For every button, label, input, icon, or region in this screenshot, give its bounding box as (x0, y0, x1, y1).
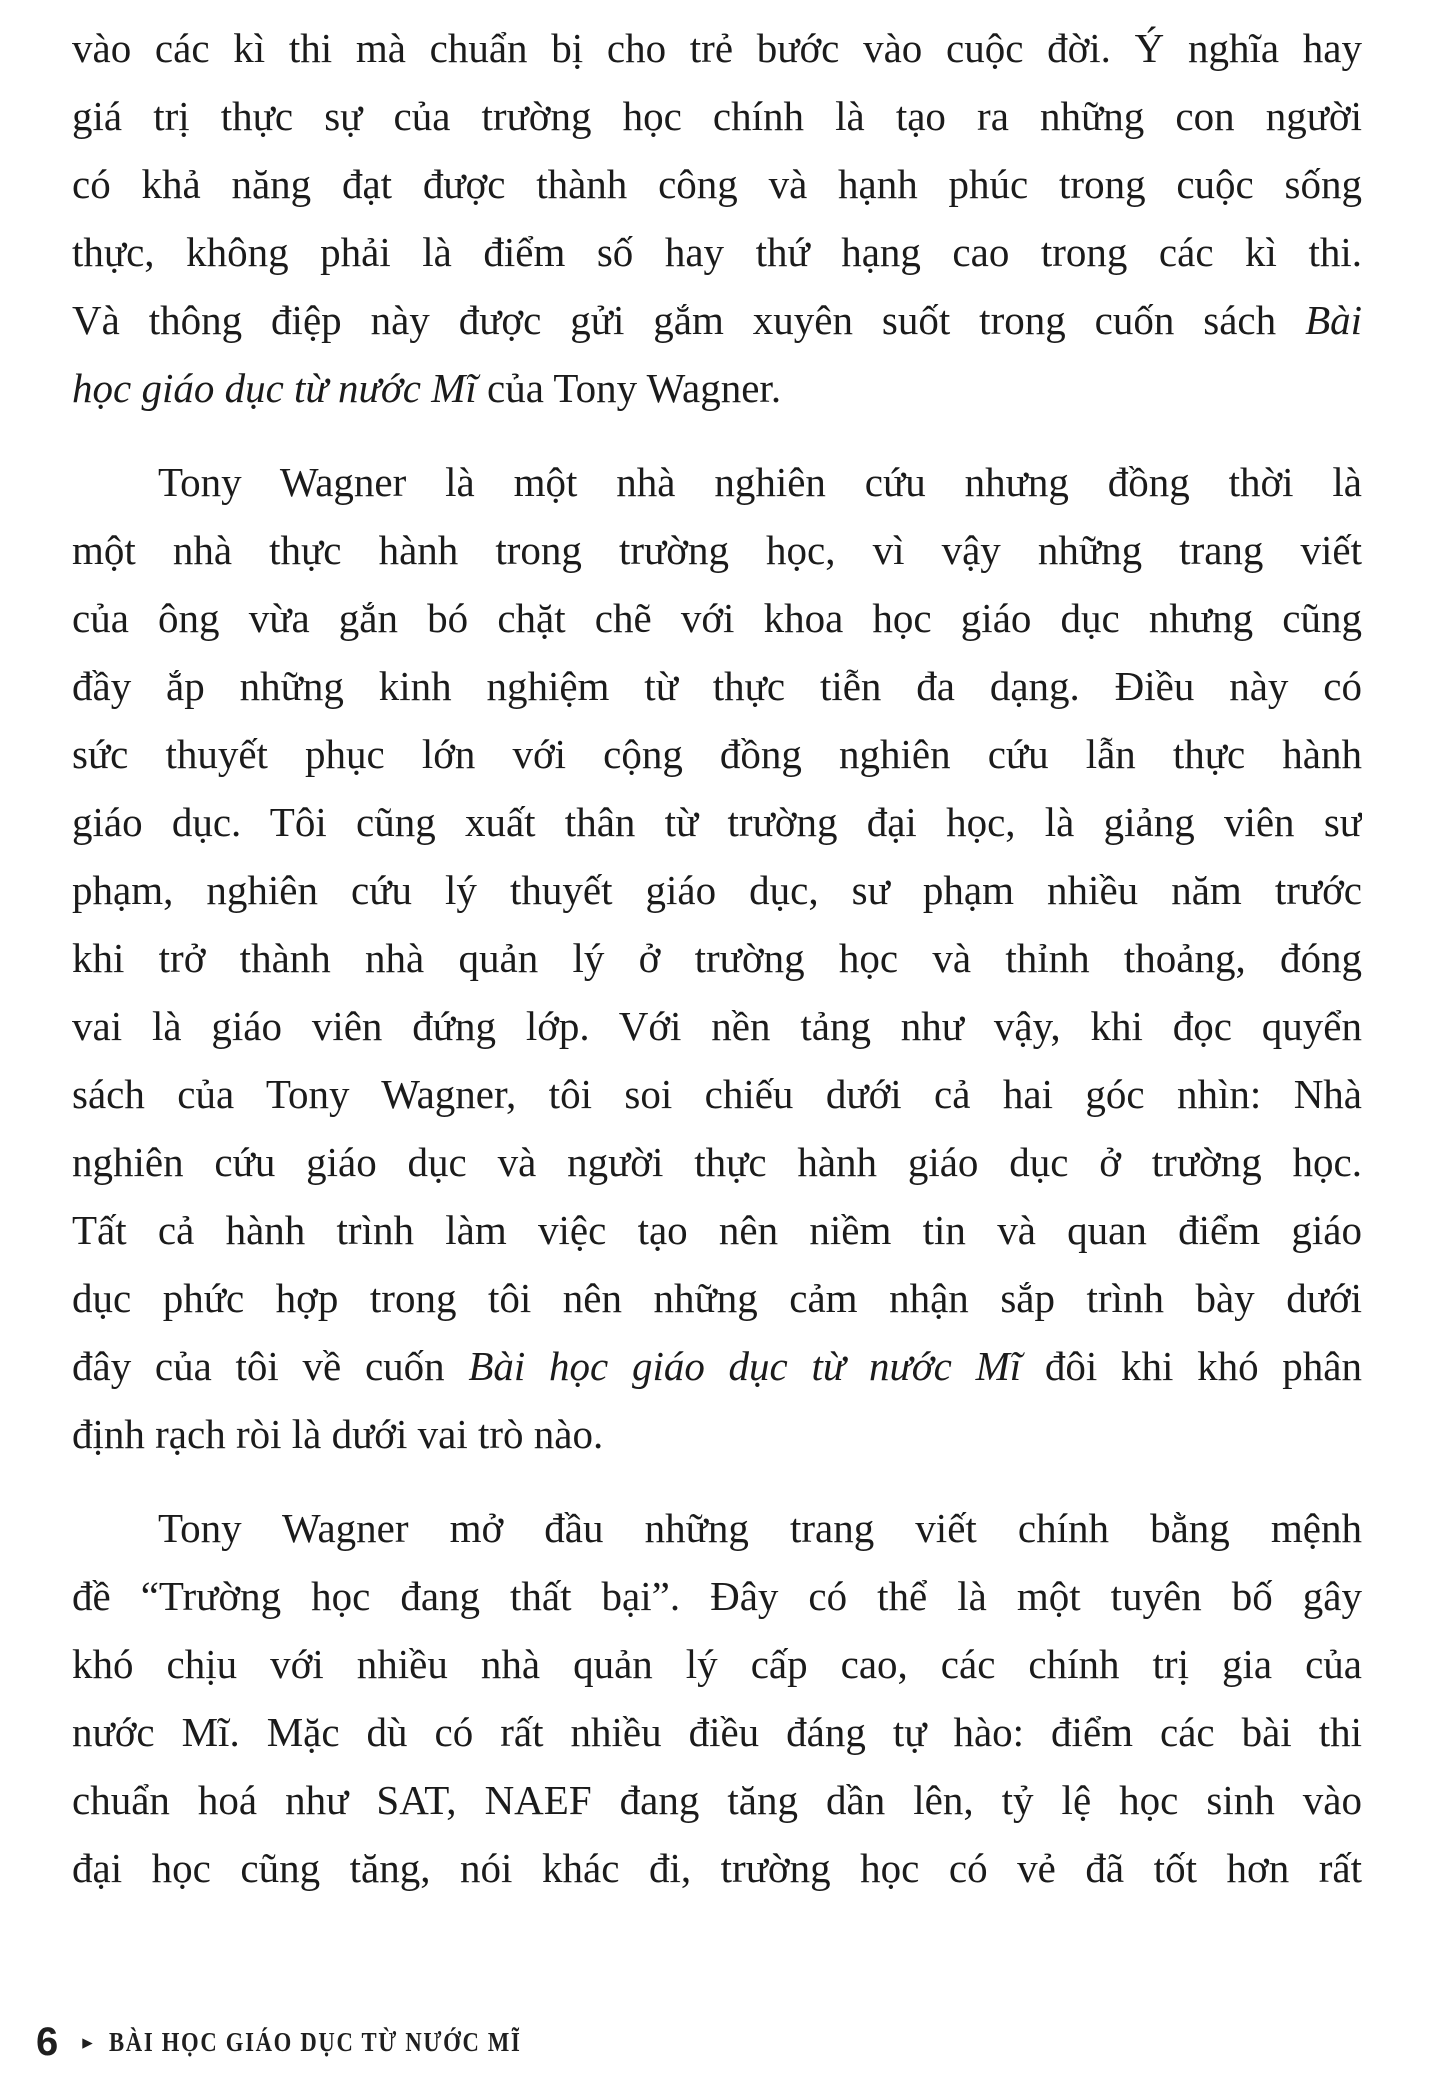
text-line (72, 856, 1362, 924)
text-line (72, 1196, 1362, 1264)
text-run: dục phức hợp trong tôi nên những cảm nhận sắp trình bày dưới (72, 1275, 1362, 1321)
text-line (72, 1128, 1362, 1196)
text-run: đôi khi khó phân (1021, 1343, 1362, 1389)
text-line (72, 14, 1362, 82)
text-run: vào các kì thi mà chuẩn bị cho trẻ bước vào cuộc đời. Ý nghĩa hay (72, 25, 1362, 71)
text-run: giá trị thực sự của trường học chính là tạo ra những con người (72, 93, 1362, 139)
text-line (72, 1400, 1362, 1468)
text-line (72, 1766, 1362, 1834)
book-title-italic: Bài (1305, 297, 1362, 343)
text-line (72, 992, 1362, 1060)
text-run: nghiên cứu giáo dục và người thực hành giáo dục ở trường học. (72, 1139, 1362, 1185)
text-line (72, 448, 1362, 516)
text-line (72, 82, 1362, 150)
text-line (72, 652, 1362, 720)
book-title-italic: Bài học giáo dục từ nước Mĩ (468, 1343, 1022, 1389)
triangle-bullet-icon: ▸ (82, 2030, 93, 2054)
text-run: vai là giáo viên đứng lớp. Với nền tảng như vậy, khi đọc quyển (72, 1003, 1362, 1049)
text-run: đây của tôi về cuốn (72, 1343, 469, 1389)
paragraph (72, 448, 1362, 1468)
text-line (72, 354, 1362, 422)
text-run: Và thông điệp này được gửi gắm xuyên suốt trong cuốn sách (72, 297, 1306, 343)
text-line (72, 924, 1362, 992)
paragraph (72, 1494, 1362, 1902)
text-line (72, 1630, 1362, 1698)
text-run: giáo dục. Tôi cũng xuất thân từ trường đại học, là giảng viên sư (72, 799, 1362, 845)
paragraph (72, 14, 1362, 422)
text-run: một nhà thực hành trong trường học, vì vậy những trang viết (72, 527, 1362, 573)
text-line (72, 1698, 1362, 1766)
book-title-italic: học giáo dục từ nước Mĩ (72, 365, 477, 411)
text-line (72, 584, 1362, 652)
text-run: Tony Wagner là một nhà nghiên cứu nhưng đồng thời là (158, 459, 1362, 505)
text-run: có khả năng đạt được thành công và hạnh phúc trong cuộc sống (72, 161, 1362, 207)
text-line (72, 1494, 1362, 1562)
text-run: nước Mĩ. Mặc dù có rất nhiều điều đáng tự hào: điểm các bài thi (72, 1709, 1362, 1755)
text-run: định rạch ròi là dưới vai trò nào. (72, 1411, 604, 1457)
text-line (72, 150, 1362, 218)
text-run: của ông vừa gắn bó chặt chẽ với khoa học giáo dục nhưng cũng (72, 595, 1362, 641)
page-footer (36, 2016, 600, 2068)
text-run: của Tony Wagner. (476, 365, 782, 411)
text-run: chuẩn hoá như SAT, NAEF đang tăng dần lên, tỷ lệ học sinh vào (72, 1777, 1362, 1823)
text-run: đại học cũng tăng, nói khác đi, trường học có vẻ đã tốt hơn rất (72, 1845, 1362, 1891)
text-line (72, 516, 1362, 584)
text-run: khi trở thành nhà quản lý ở trường học và thỉnh thoảng, đóng (72, 935, 1362, 981)
text-run: Tony Wagner mở đầu những trang viết chính bằng mệnh (158, 1505, 1362, 1551)
text-line (72, 1264, 1362, 1332)
text-run: đầy ắp những kinh nghiệm từ thực tiễn đa dạng. Điều này có (72, 663, 1362, 709)
text-line (72, 720, 1362, 788)
text-line (72, 1332, 1362, 1400)
page-text (72, 14, 1362, 1902)
running-book-title: BÀI HỌC GIÁO DỤC TỪ NƯỚC MĨ (108, 2027, 522, 2057)
page-number: 6 (36, 2020, 59, 2064)
text-line (72, 286, 1362, 354)
text-run: đề “Trường học đang thất bại”. Đây có thể là một tuyên bố gây (72, 1573, 1362, 1619)
text-run: phạm, nghiên cứu lý thuyết giáo dục, sư phạm nhiều năm trước (72, 867, 1362, 913)
text-run: Tất cả hành trình làm việc tạo nên niềm tin và quan điểm giáo (72, 1207, 1362, 1253)
text-line (72, 788, 1362, 856)
text-run: sách của Tony Wagner, tôi soi chiếu dưới cả hai góc nhìn: Nhà (72, 1071, 1362, 1117)
text-line (72, 1060, 1362, 1128)
text-line (72, 1834, 1362, 1902)
text-line (72, 1562, 1362, 1630)
text-run: thực, không phải là điểm số hay thứ hạng cao trong các kì thi. (72, 229, 1362, 275)
text-line (72, 218, 1362, 286)
text-run: sức thuyết phục lớn với cộng đồng nghiên cứu lẫn thực hành (72, 731, 1362, 777)
text-run: khó chịu với nhiều nhà quản lý cấp cao, các chính trị gia của (72, 1641, 1362, 1687)
